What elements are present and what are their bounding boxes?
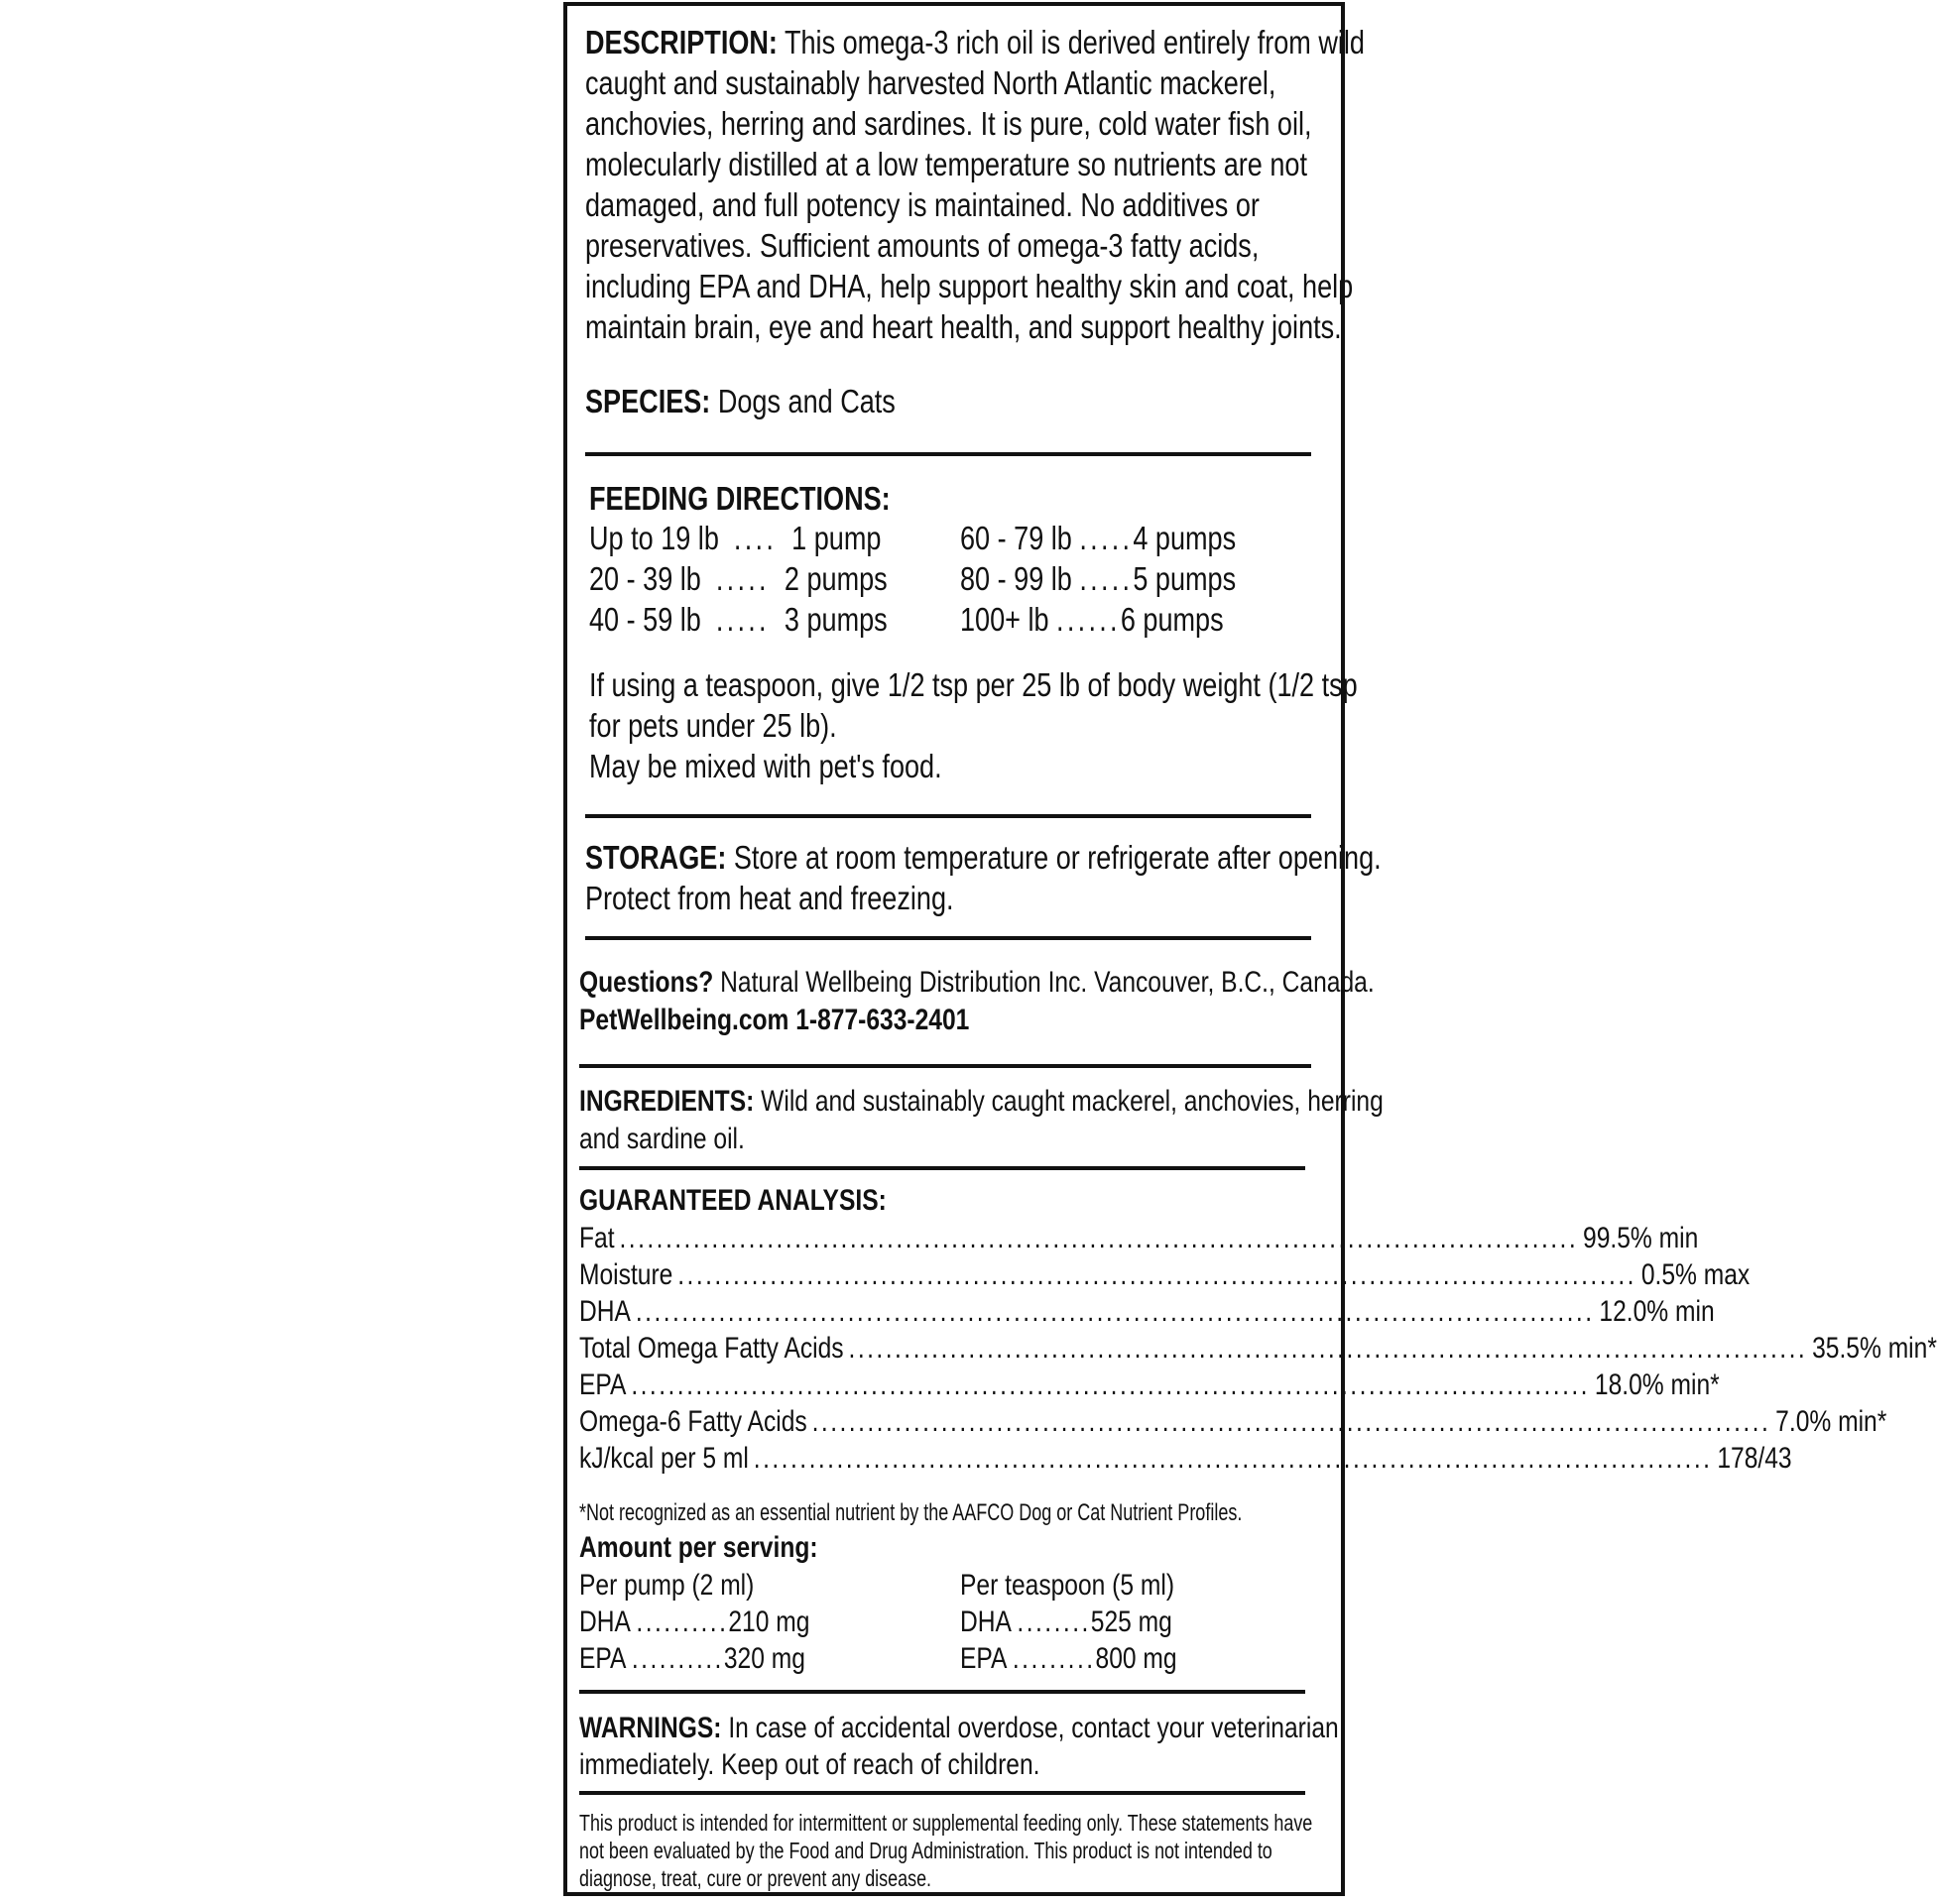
disclaimer-line: This product is intended for intermittent or supplemental feeding only. These statements have: [579, 1810, 1313, 1836]
divider: [585, 814, 1311, 818]
analysis-row: Fat ........................................................................................................ 99.5% min: [579, 1222, 1699, 1254]
serving-pump-heading: Per pump (2 ml): [579, 1569, 755, 1602]
description-line: This omega-3 rich oil is derived entirely from wild: [777, 24, 1365, 60]
feeding-title: FEEDING DIRECTIONS:: [589, 480, 891, 517]
product-label-panel: [563, 2, 1937, 1896]
warnings-section: [579, 1710, 1506, 1783]
divider: [579, 1690, 1305, 1694]
feeding-notes: [589, 664, 1526, 786]
questions-section: [579, 964, 1549, 1039]
warnings-line: immediately. Keep out of reach of children.: [579, 1748, 1040, 1781]
divider: [579, 1166, 1305, 1170]
questions-company: Natural Wellbeing Distribution Inc. Vancouver, B.C., Canada.: [713, 966, 1375, 999]
ingredients-line: Wild and sustainably caught mackerel, anchovies, herring: [754, 1085, 1384, 1118]
feeding-row: Up to 19 lb .... 1 pump: [589, 520, 882, 556]
questions-contact: PetWellbeing.com 1-877-633-2401: [579, 1004, 970, 1036]
divider: [585, 936, 1311, 940]
feeding-note: If using a teaspoon, give 1/2 tsp per 25 lb of body weight (1/2 tsp: [589, 666, 1358, 703]
warnings-line: In case of accidental overdose, contact your veterinarian: [721, 1712, 1339, 1744]
ingredients-line: and sardine oil.: [579, 1123, 745, 1155]
feeding-row: 40 - 59 lb ..... 3 pumps: [589, 601, 888, 638]
feeding-note: for pets under 25 lb).: [589, 707, 837, 744]
species-label: SPECIES:: [585, 383, 711, 419]
serving-title: Amount per serving:: [579, 1531, 818, 1564]
description-line: molecularly distilled at a low temperature so nutrients are not: [585, 146, 1307, 182]
analysis-row: Omega-6 Fatty Acids ........................................................................................................ 7.0% min*: [579, 1405, 1887, 1438]
disclaimer-line: not been evaluated by the Food and Drug Administration. This product is not intended to: [579, 1838, 1272, 1863]
feeding-row: 20 - 39 lb ..... 2 pumps: [589, 560, 888, 597]
feeding-row: 60 - 79 lb .....4 pumps: [960, 520, 1237, 556]
description-line: preservatives. Sufficient amounts of omega-3 fatty acids,: [585, 227, 1260, 264]
feeding-row: 80 - 99 lb .....5 pumps: [960, 560, 1237, 597]
storage-line: Protect from heat and freezing.: [585, 880, 954, 916]
analysis-row: Total Omega Fatty Acids ........................................................................................................ 35.5% min*: [579, 1332, 1937, 1365]
disclaimer-section: [579, 1809, 1519, 1892]
analysis-row: EPA ........................................................................................................ 18.0% min*: [579, 1368, 1720, 1401]
serving-row: EPA .........800 mg: [960, 1642, 1177, 1675]
description-line: maintain brain, eye and heart health, and support healthy joints.: [585, 308, 1342, 345]
divider: [579, 1064, 1311, 1068]
storage-line: Store at room temperature or refrigerate after opening.: [726, 839, 1382, 876]
description-label: DESCRIPTION:: [585, 24, 778, 60]
analysis-row: Moisture ........................................................................................................ 0.5% max: [579, 1258, 1751, 1291]
serving-row: DHA ........525 mg: [960, 1606, 1172, 1638]
analysis-footnote: *Not recognized as an essential nutrient by the AAFCO Dog or Cat Nutrient Profiles.: [579, 1499, 1243, 1526]
description-line: anchovies, herring and sardines. It is pure, cold water fish oil,: [585, 105, 1312, 142]
description-line: including EPA and DHA, help support healthy skin and coat, help: [585, 268, 1354, 304]
species-value: Dogs and Cats: [710, 383, 896, 419]
divider: [585, 452, 1311, 456]
warnings-label: WARNINGS:: [579, 1712, 722, 1744]
analysis-row: DHA ........................................................................................................ 12.0% min: [579, 1295, 1715, 1328]
serving-teaspoon-heading: Per teaspoon (5 ml): [960, 1569, 1175, 1602]
storage-section: [585, 837, 1556, 918]
serving-row: DHA ..........210 mg: [579, 1606, 810, 1638]
description-line: damaged, and full potency is maintained. No additives or: [585, 186, 1260, 223]
analysis-title: GUARANTEED ANALYSIS:: [579, 1184, 887, 1217]
description-line: caught and sustainably harvested North Atlantic mackerel,: [585, 64, 1276, 101]
disclaimer-line: diagnose, treat, cure or prevent any disease.: [579, 1865, 932, 1891]
questions-label: Questions?: [579, 966, 714, 999]
feeding-row: 100+ lb ......6 pumps: [960, 601, 1224, 638]
serving-row: EPA ..........320 mg: [579, 1642, 805, 1675]
divider: [579, 1791, 1305, 1795]
description-section: [585, 22, 1536, 347]
ingredients-section: [579, 1083, 1560, 1158]
feeding-note: May be mixed with pet's food.: [589, 748, 942, 784]
storage-label: STORAGE:: [585, 839, 727, 876]
analysis-row: kJ/kcal per 5 ml ........................................................................................................ 178/43: [579, 1442, 1792, 1475]
ingredients-label: INGREDIENTS:: [579, 1085, 755, 1118]
species-section: [585, 383, 964, 420]
